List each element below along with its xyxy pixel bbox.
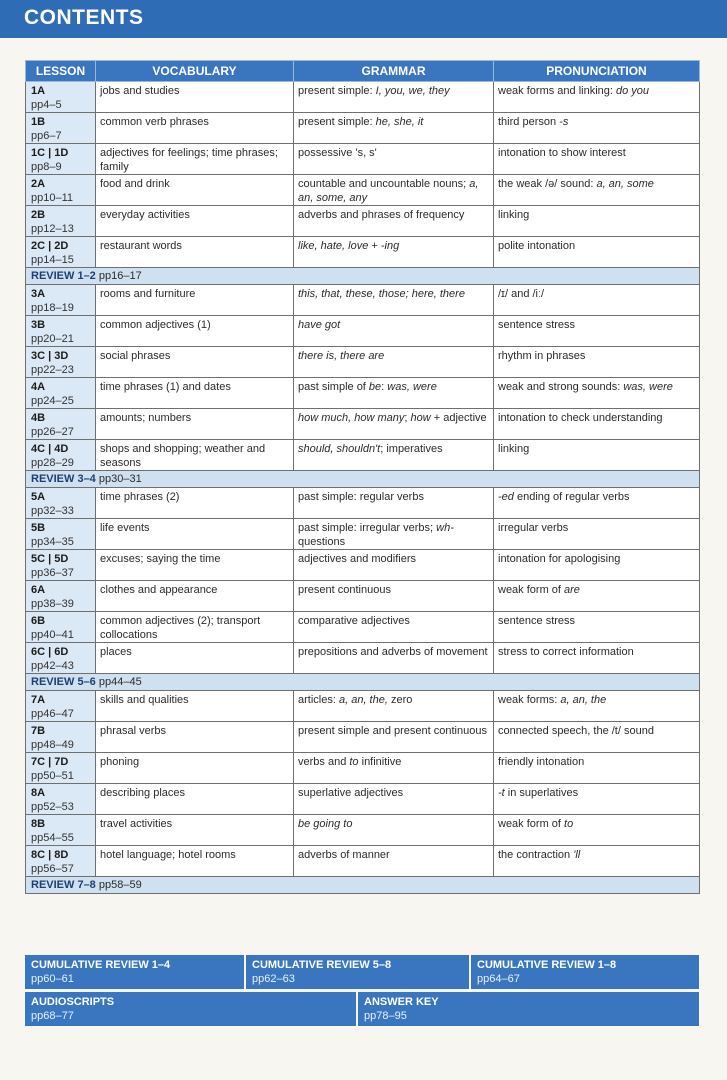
text-segment: adverbs of manner bbox=[298, 849, 390, 861]
pronunciation-cell bbox=[494, 237, 700, 268]
lesson-pages: pp48–49 bbox=[31, 739, 74, 751]
review-row[interactable] bbox=[26, 471, 700, 488]
cumulative-review-title: CUMULATIVE REVIEW 5–8 bbox=[252, 959, 392, 971]
lesson-code: 6A bbox=[31, 584, 46, 596]
text-segment: intonation to show interest bbox=[498, 147, 626, 159]
table-header-row bbox=[26, 61, 700, 82]
text-segment: the weak /ə/ sound: bbox=[498, 178, 597, 190]
text-segment: should, shouldn't bbox=[298, 443, 381, 455]
text-segment: articles: bbox=[298, 694, 339, 706]
text-segment: wh- bbox=[436, 522, 454, 534]
grammar-cell bbox=[294, 285, 494, 316]
lesson-cell bbox=[26, 612, 96, 643]
pronunciation-cell bbox=[494, 691, 700, 722]
review-title: REVIEW 7–8 bbox=[31, 879, 96, 891]
text-segment: + adjective bbox=[430, 412, 487, 424]
text-segment: zero bbox=[387, 694, 413, 706]
lesson-cell bbox=[26, 347, 96, 378]
review-title: REVIEW 5–6 bbox=[31, 676, 96, 688]
review-pages: pp16–17 bbox=[98, 270, 142, 282]
text-segment: was, were bbox=[387, 381, 437, 393]
text-segment: the contraction bbox=[498, 849, 574, 861]
audioscripts-box[interactable] bbox=[25, 992, 358, 1026]
lesson-cell bbox=[26, 175, 96, 206]
lesson-code: 2C | 2D bbox=[31, 240, 69, 252]
table-row[interactable] bbox=[26, 144, 700, 175]
vocabulary-cell: hotel language; hotel rooms bbox=[96, 846, 294, 877]
table-row[interactable] bbox=[26, 237, 700, 268]
text-segment: weak form of bbox=[498, 584, 565, 596]
lesson-code: 7C | 7D bbox=[31, 756, 69, 768]
text-segment: -ed bbox=[498, 491, 514, 503]
pronunciation-cell bbox=[494, 488, 700, 519]
lesson-cell bbox=[26, 722, 96, 753]
pronunciation-cell bbox=[494, 722, 700, 753]
table-row[interactable] bbox=[26, 519, 700, 550]
answer-key-box[interactable] bbox=[358, 992, 699, 1026]
vocabulary-cell: describing places bbox=[96, 784, 294, 815]
cumulative-review-pages: pp60–61 bbox=[31, 973, 74, 985]
vocabulary-cell: phrasal verbs bbox=[96, 722, 294, 753]
pronunciation-cell bbox=[494, 815, 700, 846]
audioscripts-pages: pp68–77 bbox=[31, 1010, 74, 1022]
vocabulary-cell: common adjectives (1) bbox=[96, 316, 294, 347]
text-segment: are bbox=[564, 584, 580, 596]
text-segment: adverbs and phrases of frequency bbox=[298, 209, 465, 221]
header-grammar: GRAMMAR bbox=[294, 61, 494, 82]
text-segment: comparative adjectives bbox=[298, 615, 410, 627]
text-segment: past simple: irregular verbs; bbox=[298, 522, 437, 534]
text-segment: weak form of bbox=[498, 818, 565, 830]
table-row[interactable] bbox=[26, 846, 700, 877]
text-segment: -s bbox=[559, 116, 569, 128]
vocabulary-cell: phoning bbox=[96, 753, 294, 784]
lesson-pages: pp40–41 bbox=[31, 629, 74, 641]
text-segment: a, an, some bbox=[596, 178, 654, 190]
table-row[interactable] bbox=[26, 722, 700, 753]
lesson-cell bbox=[26, 519, 96, 550]
text-segment: be bbox=[368, 381, 382, 393]
text-segment: /ɪ/ and /iː/ bbox=[498, 288, 545, 300]
vocabulary-cell: adjectives for feelings; time phrases; family bbox=[96, 144, 294, 175]
lesson-pages: pp24–25 bbox=[31, 395, 74, 407]
review-row[interactable] bbox=[26, 877, 700, 894]
table-row[interactable] bbox=[26, 175, 700, 206]
vocabulary-cell: excuses; saying the time bbox=[96, 550, 294, 581]
text-segment: I, you, we, they bbox=[375, 85, 450, 97]
vocabulary-cell: food and drink bbox=[96, 175, 294, 206]
lesson-code: 1C | 1D bbox=[31, 147, 69, 159]
vocabulary-cell: jobs and studies bbox=[96, 82, 294, 113]
pronunciation-cell bbox=[494, 550, 700, 581]
pronunciation-cell bbox=[494, 378, 700, 409]
grammar-cell bbox=[294, 206, 494, 237]
text-segment: infinitive bbox=[358, 756, 402, 768]
title-bar bbox=[0, 0, 727, 38]
text-segment: past simple: regular verbs bbox=[298, 491, 424, 503]
text-segment: + bbox=[368, 240, 381, 252]
grammar-cell bbox=[294, 440, 494, 471]
text-segment: there is, there are bbox=[298, 350, 385, 362]
text-segment: verbs and bbox=[298, 756, 350, 768]
lesson-cell bbox=[26, 784, 96, 815]
table-row[interactable] bbox=[26, 691, 700, 722]
text-segment: do you bbox=[616, 85, 650, 97]
review-cell bbox=[26, 877, 700, 894]
text-segment: linking bbox=[498, 209, 530, 221]
table-row[interactable] bbox=[26, 440, 700, 471]
text-segment: this, that, these, those; here, there bbox=[298, 288, 465, 300]
lesson-code: 3B bbox=[31, 319, 46, 331]
vocabulary-cell: common verb phrases bbox=[96, 113, 294, 144]
lesson-pages: pp36–37 bbox=[31, 567, 74, 579]
lesson-pages: pp14–15 bbox=[31, 254, 74, 266]
lesson-pages: pp22–23 bbox=[31, 364, 74, 376]
grammar-cell bbox=[294, 643, 494, 674]
lesson-cell bbox=[26, 82, 96, 113]
grammar-cell bbox=[294, 378, 494, 409]
text-segment: present continuous bbox=[298, 584, 391, 596]
grammar-cell bbox=[294, 113, 494, 144]
lesson-pages: pp42–43 bbox=[31, 660, 74, 672]
text-segment: 'll bbox=[573, 849, 581, 861]
header-lesson: LESSON bbox=[26, 61, 96, 82]
text-segment: adjectives and modifiers bbox=[298, 553, 417, 565]
pronunciation-cell bbox=[494, 784, 700, 815]
text-segment: in superlatives bbox=[504, 787, 579, 799]
review-title: REVIEW 1–2 bbox=[31, 270, 96, 282]
grammar-cell bbox=[294, 82, 494, 113]
lesson-code: 4A bbox=[31, 381, 46, 393]
review-row[interactable] bbox=[26, 674, 700, 691]
lesson-code: 5B bbox=[31, 522, 46, 534]
text-segment: intonation for apologising bbox=[498, 553, 621, 565]
audioscripts-title: AUDIOSCRIPTS bbox=[31, 996, 115, 1008]
table-row[interactable] bbox=[26, 753, 700, 784]
review-pages: pp58–59 bbox=[98, 879, 142, 891]
answer-key-pages: pp78–95 bbox=[364, 1010, 407, 1022]
review-pages: pp30–31 bbox=[98, 473, 142, 485]
lesson-cell bbox=[26, 815, 96, 846]
pronunciation-cell bbox=[494, 753, 700, 784]
answer-key-title: ANSWER KEY bbox=[364, 996, 439, 1008]
cumulative-review-pages: pp64–67 bbox=[477, 973, 520, 985]
lesson-code: 2A bbox=[31, 178, 46, 190]
lesson-code: 3A bbox=[31, 288, 46, 300]
lesson-pages: pp8–9 bbox=[31, 161, 62, 173]
table-row[interactable] bbox=[26, 550, 700, 581]
grammar-cell bbox=[294, 691, 494, 722]
cumulative-review-title: CUMULATIVE REVIEW 1–4 bbox=[31, 959, 171, 971]
lesson-code: 8B bbox=[31, 818, 46, 830]
pronunciation-cell bbox=[494, 846, 700, 877]
lesson-pages: pp18–19 bbox=[31, 302, 74, 314]
pronunciation-cell bbox=[494, 113, 700, 144]
table-body bbox=[26, 82, 700, 894]
table-row[interactable] bbox=[26, 643, 700, 674]
lesson-code: 4B bbox=[31, 412, 46, 424]
lesson-cell bbox=[26, 643, 96, 674]
text-segment: ending of regular verbs bbox=[513, 491, 630, 503]
text-segment: have got bbox=[298, 319, 341, 331]
cumulative-review-box[interactable] bbox=[246, 955, 471, 989]
text-segment: a, an, the bbox=[560, 694, 607, 706]
lesson-cell bbox=[26, 113, 96, 144]
lesson-pages: pp12–13 bbox=[31, 223, 74, 235]
lesson-pages: pp26–27 bbox=[31, 426, 74, 438]
grammar-cell bbox=[294, 581, 494, 612]
cumulative-review-box[interactable] bbox=[25, 955, 246, 989]
lesson-cell bbox=[26, 846, 96, 877]
grammar-cell bbox=[294, 612, 494, 643]
text-segment: countable and uncountable nouns; bbox=[298, 178, 470, 190]
grammar-cell bbox=[294, 488, 494, 519]
text-segment: be going to bbox=[298, 818, 353, 830]
table-row[interactable] bbox=[26, 815, 700, 846]
review-cell bbox=[26, 674, 700, 691]
text-segment: he, she, it bbox=[375, 116, 424, 128]
lesson-cell bbox=[26, 206, 96, 237]
text-segment: how much, how many bbox=[298, 412, 405, 424]
text-segment: a, an, the, bbox=[338, 694, 388, 706]
review-cell bbox=[26, 268, 700, 285]
vocabulary-cell: places bbox=[96, 643, 294, 674]
vocabulary-cell: shops and shopping; weather and seasons bbox=[96, 440, 294, 471]
lesson-cell bbox=[26, 488, 96, 519]
pronunciation-cell bbox=[494, 519, 700, 550]
vocabulary-cell: life events bbox=[96, 519, 294, 550]
text-segment: possessive 's, s' bbox=[298, 147, 377, 159]
vocabulary-cell: everyday activities bbox=[96, 206, 294, 237]
text-segment: superlative adjectives bbox=[298, 787, 404, 799]
text-segment: sentence stress bbox=[498, 319, 576, 331]
header-vocabulary: VOCABULARY bbox=[96, 61, 294, 82]
table-row[interactable] bbox=[26, 113, 700, 144]
lesson-code: 5A bbox=[31, 491, 46, 503]
text-segment: to bbox=[349, 756, 359, 768]
lesson-pages: pp20–21 bbox=[31, 333, 74, 345]
table-row[interactable] bbox=[26, 378, 700, 409]
lesson-cell bbox=[26, 440, 96, 471]
lesson-cell bbox=[26, 316, 96, 347]
grammar-cell bbox=[294, 722, 494, 753]
text-segment: past simple of bbox=[298, 381, 369, 393]
review-cell bbox=[26, 471, 700, 488]
grammar-cell bbox=[294, 237, 494, 268]
lesson-cell bbox=[26, 285, 96, 316]
grammar-cell bbox=[294, 144, 494, 175]
grammar-cell bbox=[294, 550, 494, 581]
table-row[interactable] bbox=[26, 206, 700, 237]
text-segment: -t bbox=[498, 787, 505, 799]
grammar-cell bbox=[294, 175, 494, 206]
grammar-cell bbox=[294, 409, 494, 440]
text-segment: present simple: bbox=[298, 116, 376, 128]
lesson-code: 6B bbox=[31, 615, 46, 627]
table-row[interactable] bbox=[26, 409, 700, 440]
text-segment: sentence stress bbox=[498, 615, 576, 627]
text-segment: third person bbox=[498, 116, 560, 128]
text-segment: -ing bbox=[380, 240, 400, 252]
lesson-code: 3C | 3D bbox=[31, 350, 69, 362]
text-segment: intonation to check understanding bbox=[498, 412, 663, 424]
table-row[interactable] bbox=[26, 347, 700, 378]
lesson-cell bbox=[26, 691, 96, 722]
text-segment: present simple and present continuous bbox=[298, 725, 487, 737]
vocabulary-cell: time phrases (1) and dates bbox=[96, 378, 294, 409]
lesson-pages: pp28–29 bbox=[31, 457, 74, 469]
page-title: CONTENTS bbox=[24, 6, 144, 29]
table-row[interactable] bbox=[26, 285, 700, 316]
cumulative-review-title: CUMULATIVE REVIEW 1–8 bbox=[477, 959, 617, 971]
text-segment: linking bbox=[498, 443, 530, 455]
lesson-cell bbox=[26, 581, 96, 612]
lesson-pages: pp32–33 bbox=[31, 505, 74, 517]
lesson-cell bbox=[26, 378, 96, 409]
lesson-code: 8C | 8D bbox=[31, 849, 69, 861]
text-segment: questions bbox=[298, 536, 346, 548]
text-segment: irregular verbs bbox=[498, 522, 569, 534]
lesson-code: 8A bbox=[31, 787, 46, 799]
vocabulary-cell: social phrases bbox=[96, 347, 294, 378]
cumulative-review-bar bbox=[25, 955, 699, 989]
text-segment: polite intonation bbox=[498, 240, 576, 252]
lesson-pages: pp6–7 bbox=[31, 130, 62, 142]
text-segment: weak forms: bbox=[498, 694, 561, 706]
text-segment: present simple: bbox=[298, 85, 376, 97]
lesson-pages: pp10–11 bbox=[31, 192, 74, 204]
pronunciation-cell bbox=[494, 440, 700, 471]
lesson-code: 1A bbox=[31, 85, 46, 97]
lesson-code: 2B bbox=[31, 209, 46, 221]
lesson-code: 7A bbox=[31, 694, 46, 706]
lesson-code: 6C | 6D bbox=[31, 646, 69, 658]
cumulative-review-pages: pp62–63 bbox=[252, 973, 295, 985]
vocabulary-cell: rooms and furniture bbox=[96, 285, 294, 316]
text-segment: friendly intonation bbox=[498, 756, 585, 768]
text-segment: how bbox=[410, 412, 431, 424]
table-row[interactable] bbox=[26, 488, 700, 519]
pronunciation-cell bbox=[494, 206, 700, 237]
pronunciation-cell bbox=[494, 409, 700, 440]
lesson-cell bbox=[26, 409, 96, 440]
vocabulary-cell: time phrases (2) bbox=[96, 488, 294, 519]
grammar-cell bbox=[294, 753, 494, 784]
pronunciation-cell bbox=[494, 643, 700, 674]
header-pronunciation: PRONUNCIATION bbox=[494, 61, 700, 82]
table-row[interactable] bbox=[26, 612, 700, 643]
text-segment: weak forms and linking: bbox=[498, 85, 616, 97]
vocabulary-cell: clothes and appearance bbox=[96, 581, 294, 612]
text-segment: to bbox=[564, 818, 574, 830]
pronunciation-cell bbox=[494, 347, 700, 378]
grammar-cell bbox=[294, 519, 494, 550]
lesson-pages: pp46–47 bbox=[31, 708, 74, 720]
vocabulary-cell: restaurant words bbox=[96, 237, 294, 268]
pronunciation-cell bbox=[494, 612, 700, 643]
lesson-code: 4C | 4D bbox=[31, 443, 69, 455]
vocabulary-cell: amounts; numbers bbox=[96, 409, 294, 440]
extras-bar bbox=[25, 992, 699, 1026]
text-segment: a, an, some, any bbox=[298, 178, 479, 204]
text-segment: ; imperatives bbox=[380, 443, 443, 455]
lesson-pages: pp54–55 bbox=[31, 832, 74, 844]
lesson-pages: pp56–57 bbox=[31, 863, 74, 875]
grammar-cell bbox=[294, 316, 494, 347]
table-row[interactable] bbox=[26, 82, 700, 113]
text-segment: : bbox=[381, 381, 388, 393]
contents-table bbox=[25, 60, 700, 894]
lesson-code: 1B bbox=[31, 116, 46, 128]
review-title: REVIEW 3–4 bbox=[31, 473, 96, 485]
review-pages: pp44–45 bbox=[98, 676, 142, 688]
vocabulary-cell: travel activities bbox=[96, 815, 294, 846]
lesson-pages: pp38–39 bbox=[31, 598, 74, 610]
lesson-cell bbox=[26, 144, 96, 175]
table-row[interactable] bbox=[26, 784, 700, 815]
lesson-code: 5C | 5D bbox=[31, 553, 69, 565]
text-segment: rhythm in phrases bbox=[498, 350, 586, 362]
text-segment: was, were bbox=[623, 381, 673, 393]
pronunciation-cell bbox=[494, 175, 700, 206]
pronunciation-cell bbox=[494, 82, 700, 113]
grammar-cell bbox=[294, 846, 494, 877]
lesson-cell bbox=[26, 237, 96, 268]
text-segment: prepositions and adverbs of movement bbox=[298, 646, 488, 658]
vocabulary-cell: skills and qualities bbox=[96, 691, 294, 722]
cumulative-review-box[interactable] bbox=[471, 955, 699, 989]
text-segment: like, hate, love bbox=[298, 240, 369, 252]
pronunciation-cell bbox=[494, 316, 700, 347]
grammar-cell bbox=[294, 784, 494, 815]
vocabulary-cell: common adjectives (2); transport collocations bbox=[96, 612, 294, 643]
lesson-pages: pp4–5 bbox=[31, 99, 62, 111]
lesson-pages: pp34–35 bbox=[31, 536, 74, 548]
text-segment: connected speech, the /t/ sound bbox=[498, 725, 654, 737]
table-row[interactable] bbox=[26, 581, 700, 612]
lesson-pages: pp50–51 bbox=[31, 770, 74, 782]
pronunciation-cell bbox=[494, 581, 700, 612]
pronunciation-cell bbox=[494, 144, 700, 175]
review-row[interactable] bbox=[26, 268, 700, 285]
lesson-pages: pp52–53 bbox=[31, 801, 74, 813]
text-segment: stress to correct information bbox=[498, 646, 634, 658]
lesson-code: 7B bbox=[31, 725, 46, 737]
lesson-cell bbox=[26, 753, 96, 784]
table-row[interactable] bbox=[26, 316, 700, 347]
pronunciation-cell bbox=[494, 285, 700, 316]
grammar-cell bbox=[294, 347, 494, 378]
text-segment: weak and strong sounds: bbox=[498, 381, 624, 393]
text-segment: ; bbox=[404, 412, 411, 424]
grammar-cell bbox=[294, 815, 494, 846]
lesson-cell bbox=[26, 550, 96, 581]
